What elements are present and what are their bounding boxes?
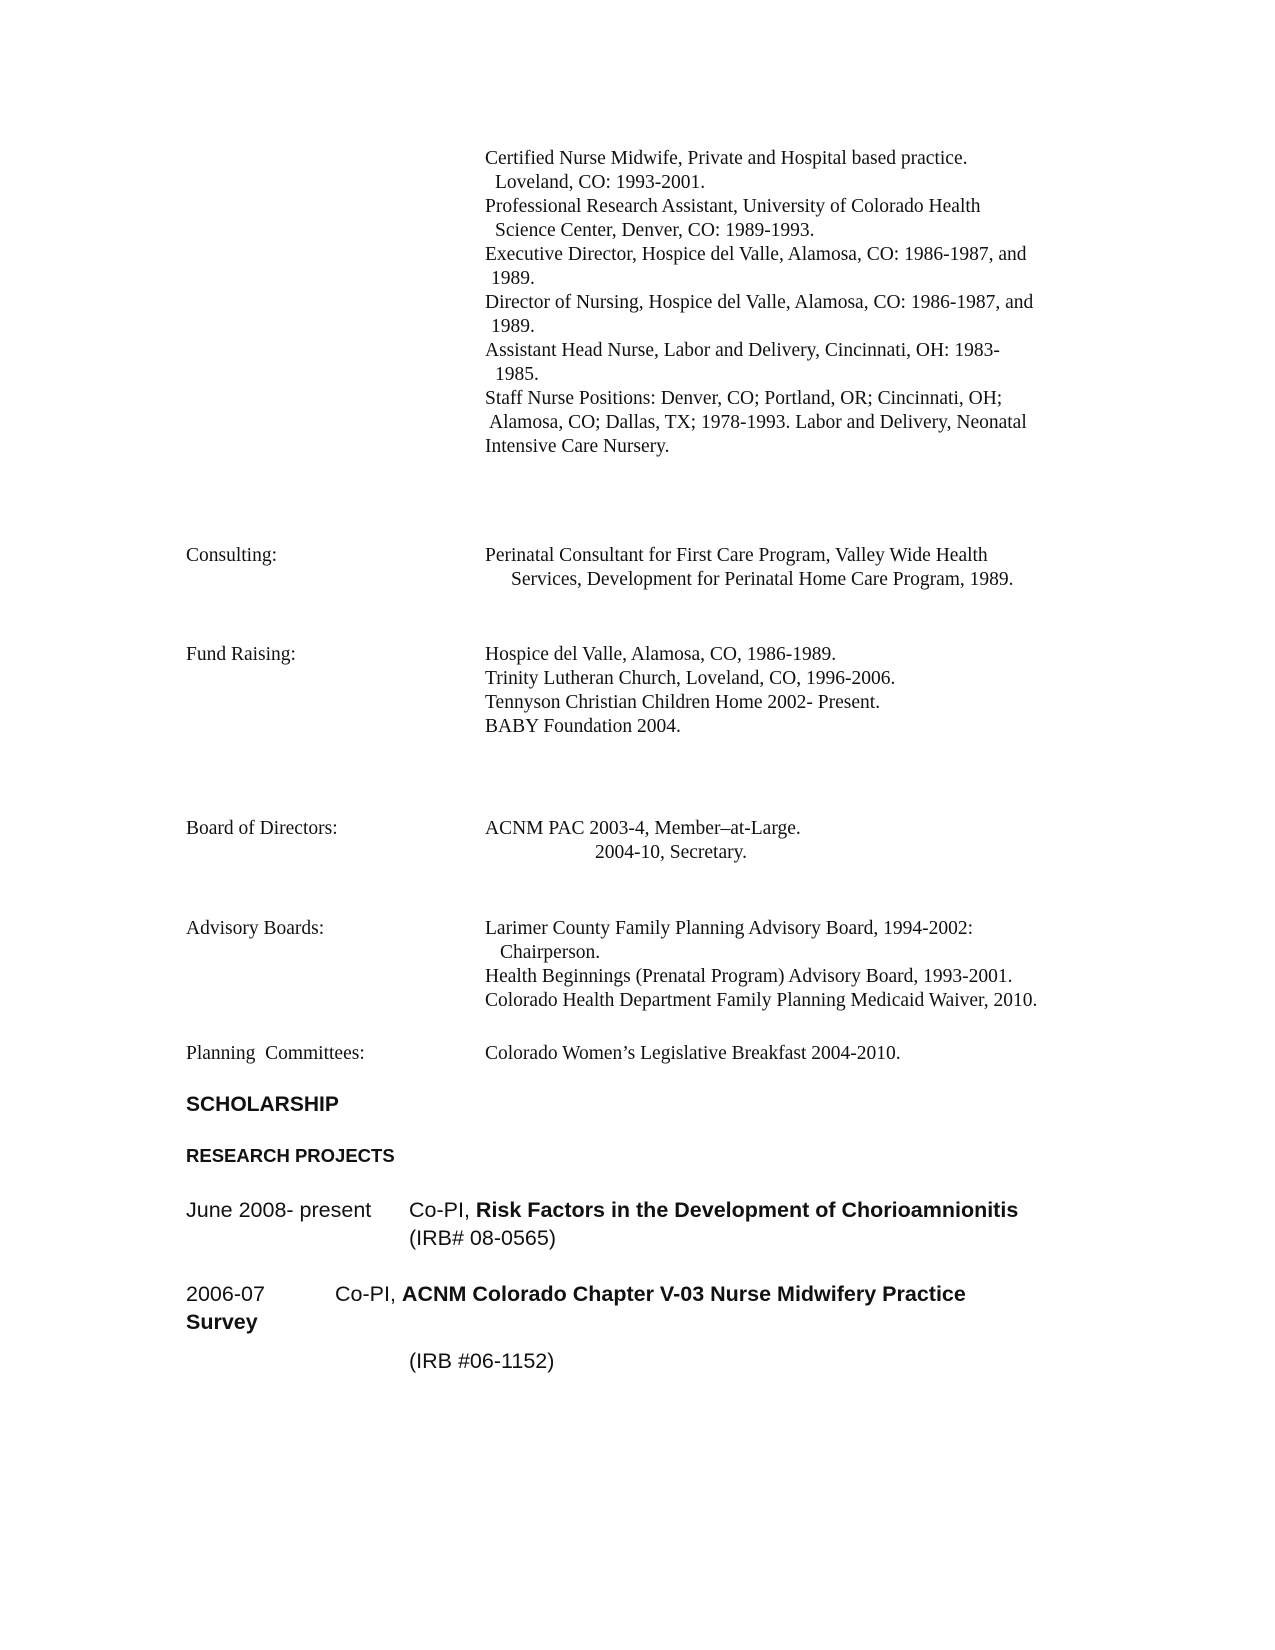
project-irb: (IRB# 08-0565) — [409, 1226, 556, 1250]
employment-line: Alamosa, CO; Dallas, TX; 1978-1993. Labor and Delivery, Neonatal — [489, 412, 1027, 433]
project-date: June 2008- present — [186, 1198, 372, 1222]
project-title: Risk Factors in the Development of Chorioamnionitis — [475, 1198, 1019, 1222]
fund-raising-label: Fund Raising: — [186, 644, 296, 665]
board-label: Board of Directors: — [186, 818, 338, 839]
consulting-line: Perinatal Consultant for First Care Program, Valley Wide Health — [485, 545, 988, 566]
advisory-line: Health Beginnings (Prenatal Program) Advisory Board, 1993-2001. — [485, 966, 1013, 987]
advisory-line: Chairperson. — [500, 942, 601, 963]
project-title: ACNM Colorado Chapter V-03 Nurse Midwifery Practice — [401, 1282, 966, 1306]
fund-raising-line: Tennyson Christian Children Home 2002- Present. — [485, 692, 881, 713]
fund-raising-list — [485, 643, 895, 739]
employment-line: Loveland, CO: 1993-2001. — [495, 172, 706, 193]
advisory-line: Colorado Health Department Family Planning Medicaid Waiver, 2010. — [485, 990, 1038, 1011]
employment-line: Staff Nurse Positions: Denver, CO; Portland, OR; Cincinnati, OH; — [485, 388, 1003, 409]
fund-raising-line: Trinity Lutheran Church, Loveland, CO, 1996-2006. — [485, 668, 896, 689]
planning-label: Planning Committees: — [186, 1043, 365, 1064]
project-title-line2: Survey — [186, 1310, 258, 1334]
employment-line: Science Center, Denver, CO: 1989-1993. — [495, 220, 815, 241]
employment-list — [485, 147, 1033, 459]
employment-line: 1989. — [491, 316, 535, 337]
scholarship-heading: SCHOLARSHIP — [186, 1093, 339, 1116]
consulting-label: Consulting: — [186, 545, 278, 566]
advisory-line: Larimer County Family Planning Advisory Board, 1994-2002: — [485, 918, 974, 939]
project-title-line — [335, 1280, 966, 1308]
employment-line: Professional Research Assistant, University of Colorado Health — [485, 196, 981, 217]
employment-line: Director of Nursing, Hospice del Valle, Alamosa, CO: 1986-1987, and — [485, 292, 1034, 313]
employment-line: Intensive Care Nursery. — [485, 436, 670, 457]
consulting-list — [485, 544, 1014, 592]
project-irb: (IRB #06-1152) — [409, 1349, 555, 1373]
board-list — [485, 817, 801, 865]
consulting-line: Services, Development for Perinatal Home Care Program, 1989. — [511, 569, 1014, 590]
board-line: 2004-10, Secretary. — [595, 842, 747, 863]
employment-line: Assistant Head Nurse, Labor and Delivery, Cincinnati, OH: 1983- — [485, 340, 1000, 361]
project-role: Co-PI, — [335, 1282, 396, 1306]
planning-list — [485, 1042, 901, 1066]
employment-line: 1989. — [491, 268, 535, 289]
employment-line: Certified Nurse Midwife, Private and Hospital based practice. — [485, 148, 968, 169]
project-title-line — [409, 1196, 1018, 1224]
employment-line: 1985. — [495, 364, 539, 385]
advisory-list — [485, 917, 1037, 1013]
research-projects-heading: RESEARCH PROJECTS — [186, 1145, 395, 1166]
project-role: Co-PI, — [409, 1198, 470, 1222]
board-line: ACNM PAC 2003-4, Member–at-Large. — [485, 818, 801, 839]
planning-line: Colorado Women’s Legislative Breakfast 2004-2010. — [485, 1043, 901, 1064]
employment-line: Executive Director, Hospice del Valle, Alamosa, CO: 1986-1987, and — [485, 244, 1027, 265]
project-title-continuation — [186, 1308, 258, 1336]
advisory-label: Advisory Boards: — [186, 918, 325, 939]
project-date: 2006-07 — [186, 1282, 265, 1306]
fund-raising-line: Hospice del Valle, Alamosa, CO, 1986-1989. — [485, 644, 837, 665]
fund-raising-line: BABY Foundation 2004. — [485, 716, 681, 737]
